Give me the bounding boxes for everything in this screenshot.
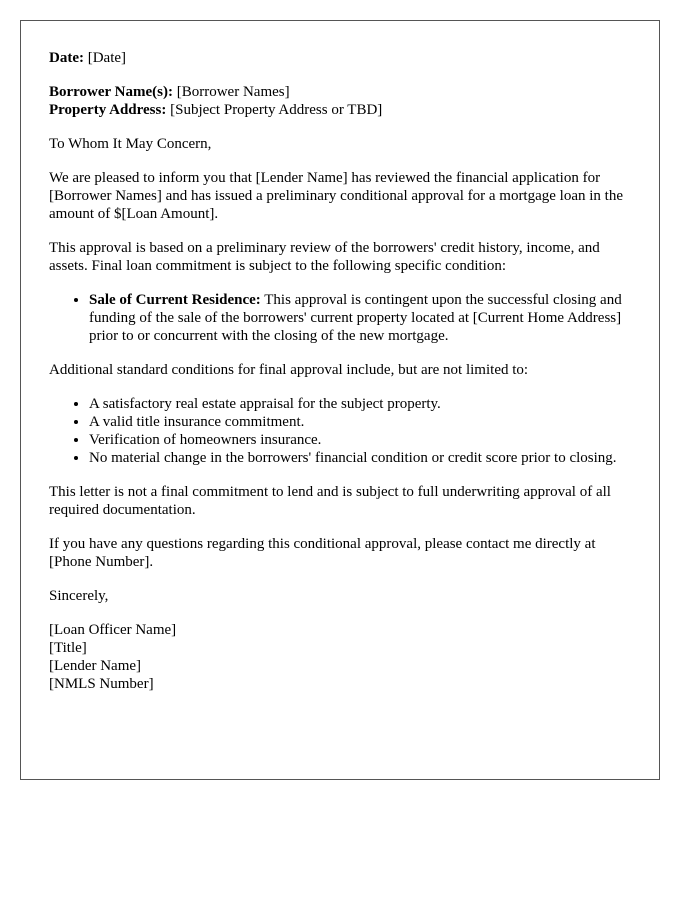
- signature-title: [Title]: [49, 640, 87, 656]
- signature-block: [49, 621, 631, 693]
- specific-condition-text: This approval is contingent upon the successful closing and funding of the sale of the borrowers' current property located at [Current Home Address] prior to or concurrent with the closing of the new mortgage.: [89, 292, 622, 344]
- paragraph-approval-notice: We are pleased to inform you that [Lender Name] has reviewed the financial application for [Borrower Names] and has issued a preliminary conditional approval for a mortgage loan in the amount of $[Loan Amount].: [49, 170, 623, 222]
- list-item: • A valid title insurance commitment.: [89, 413, 631, 431]
- standard-conditions-list: [49, 395, 631, 467]
- specific-condition-item: [89, 291, 631, 345]
- property-value: [Subject Property Address or TBD]: [170, 102, 383, 118]
- list-item: • Verification of homeowners insurance.: [89, 431, 631, 449]
- property-line: [49, 101, 631, 119]
- property-label: Property Address:: [49, 102, 167, 118]
- date-label: Date:: [49, 50, 84, 66]
- list-item: • No material change in the borrowers' financial condition or credit score prior to closing.: [89, 449, 631, 467]
- paragraph-disclaimer: This letter is not a final commitment to lend and is subject to full underwriting approval of all required documentation.: [49, 484, 611, 518]
- letter-document: [20, 20, 660, 780]
- signature-nmls: [NMLS Number]: [49, 676, 154, 692]
- signature-name: [Loan Officer Name]: [49, 622, 177, 638]
- specific-condition-list: [49, 291, 631, 345]
- date-line: [49, 49, 631, 67]
- borrower-line: [49, 83, 631, 101]
- signature-lender: [Lender Name]: [49, 658, 142, 674]
- borrower-property-block: [49, 83, 631, 119]
- list-item: • A satisfactory real estate appraisal for the subject property.: [89, 395, 631, 413]
- paragraph-review-basis: This approval is based on a preliminary review of the borrowers' credit history, income, and assets. Final loan commitment is subject to the following specific condition:: [49, 240, 600, 274]
- paragraph-contact: If you have any questions regarding this conditional approval, please contact me directly at [Phone Number].: [49, 536, 596, 570]
- borrower-label: Borrower Name(s):: [49, 84, 173, 100]
- paragraph-standard-conditions-intro: Additional standard conditions for final approval include, but are not limited to:: [49, 362, 529, 378]
- date-value: [Date]: [87, 50, 127, 66]
- closing: Sincerely,: [49, 588, 109, 604]
- specific-condition-label: Sale of Current Residence:: [89, 292, 261, 308]
- borrower-value: [Borrower Names]: [176, 84, 290, 100]
- salutation: To Whom It May Concern,: [49, 136, 212, 152]
